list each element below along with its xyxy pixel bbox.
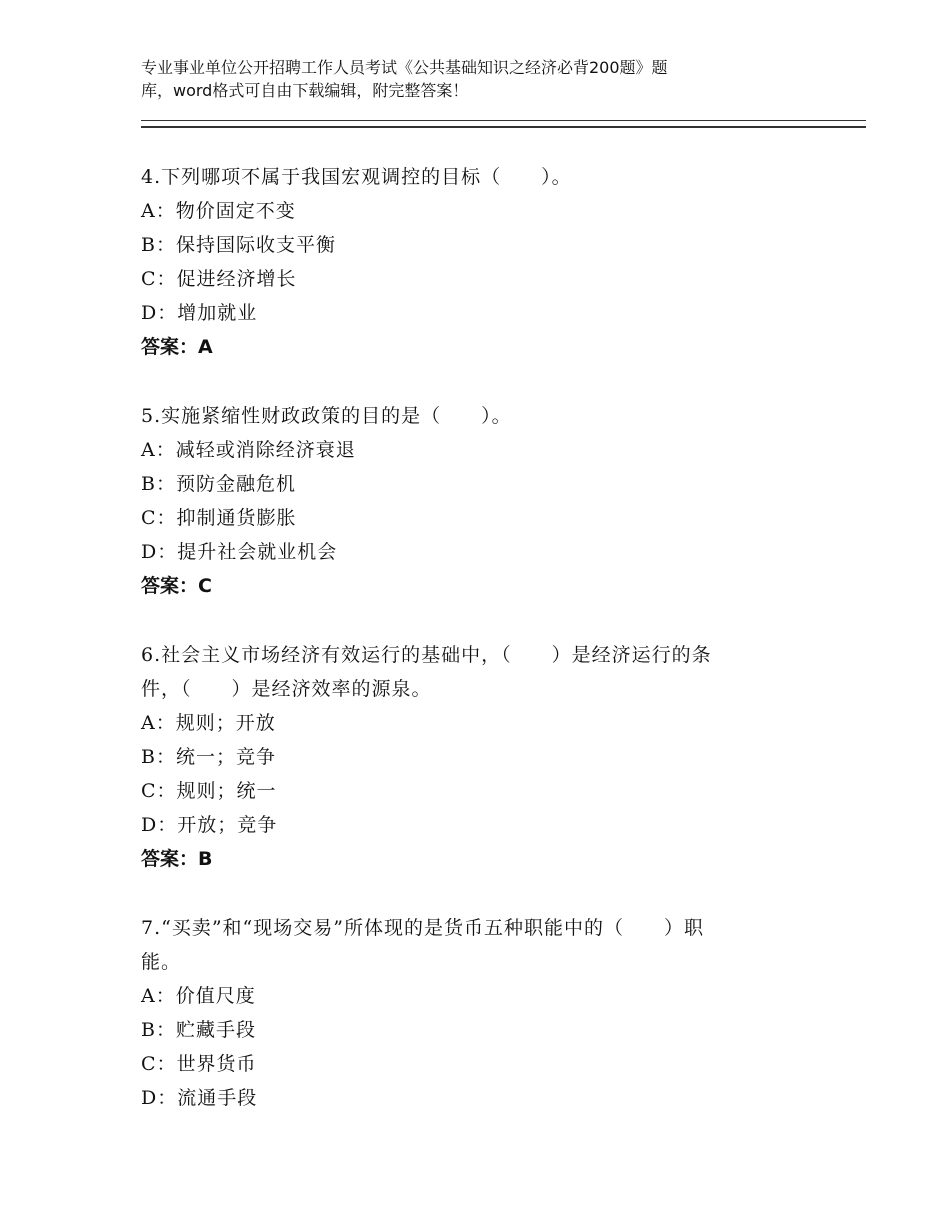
option-b: B：预防金融危机	[141, 473, 296, 495]
option-b: B：贮藏手段	[141, 1019, 256, 1041]
header-line-1: 专业事业单位公开招聘工作人员考试《公共基础知识之经济必背200题》题	[141, 58, 668, 77]
header-divider	[141, 120, 866, 128]
option-b: B：保持国际收支平衡	[141, 234, 336, 256]
question-4	[141, 160, 801, 364]
option-a: A：价值尺度	[141, 985, 256, 1007]
question-7	[141, 911, 801, 1115]
option-c: C：促进经济增长	[141, 268, 297, 290]
question-stem-line-2: 件，（ ）是经济效率的源泉。	[141, 678, 432, 700]
option-d: D：流通手段	[141, 1087, 258, 1109]
header-line-2: 库，word格式可自由下载编辑，附完整答案！	[141, 81, 469, 100]
option-a: A：规则；开放	[141, 712, 276, 734]
option-a: A：物价固定不变	[141, 200, 296, 222]
question-stem: 5.实施紧缩性财政政策的目的是（ ）。	[141, 405, 512, 427]
question-stem-line-2: 能。	[141, 951, 182, 973]
question-stem-line-1: 6.社会主义市场经济有效运行的基础中，（ ）是经济运行的条	[141, 644, 712, 666]
option-c: C：规则；统一	[141, 780, 277, 802]
option-c: C：抑制通货膨胀	[141, 507, 297, 529]
option-c: C：世界货币	[141, 1053, 257, 1075]
question-stem-line-1: 7.“买卖”和“现场交易”所体现的是货币五种职能中的（ ）职	[141, 917, 704, 939]
document-header	[141, 56, 771, 102]
option-a: A：减轻或消除经济衰退	[141, 439, 356, 461]
question-6	[141, 638, 801, 876]
option-d: D：增加就业	[141, 302, 258, 324]
option-d: D：提升社会就业机会	[141, 541, 338, 563]
question-stem: 4.下列哪项不属于我国宏观调控的目标（ ）。	[141, 166, 572, 188]
question-5	[141, 399, 801, 603]
option-d: D：开放；竞争	[141, 814, 278, 836]
answer: 答案：C	[141, 575, 212, 597]
answer: 答案：B	[141, 848, 213, 870]
answer: 答案：A	[141, 336, 213, 358]
option-b: B：统一；竞争	[141, 746, 276, 768]
